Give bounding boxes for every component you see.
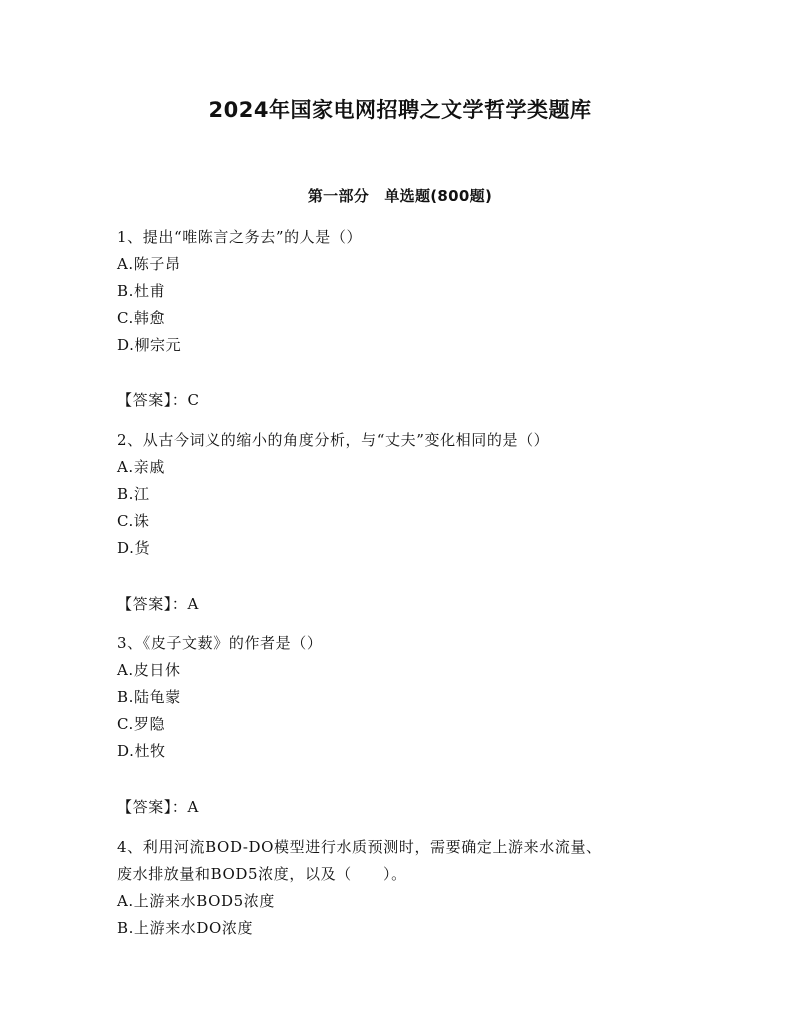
question-4-stem: 4、利用河流BOD-DO模型进行水质预测时，需要确定上游来水流量、: [117, 838, 602, 856]
question-3-option-a: A.皮日休: [117, 661, 181, 679]
section-title: 第一部分 单选题(800题): [307, 187, 493, 205]
question-1-option-a: A.陈子昂: [117, 255, 181, 273]
question-3-option-d: D.杜牧: [117, 742, 166, 760]
question-4-option-b: B.上游来水DO浓度: [117, 919, 254, 937]
document-title: 2024年国家电网招聘之文学哲学类题库: [208, 98, 592, 122]
question-3-answer: 【答案】：A: [117, 798, 199, 816]
question-3-stem: 3、《皮子文薮》的作者是（）: [117, 634, 323, 652]
question-2-option-c: C.诛: [117, 512, 150, 530]
question-3-option-c: C.罗隐: [117, 715, 166, 733]
question-3-option-b: B.陆龟蒙: [117, 688, 181, 706]
question-1-option-c: C.韩愈: [117, 309, 166, 327]
question-2-answer: 【答案】：A: [117, 595, 199, 613]
question-4-stem-continued: 废水排放量和BOD5浓度，以及（ ）。: [117, 865, 407, 883]
question-2-option-a: A.亲戚: [117, 458, 166, 476]
question-4-option-a: A.上游来水BOD5浓度: [117, 892, 275, 910]
question-1-answer: 【答案】：C: [117, 391, 200, 409]
question-2-option-b: B.江: [117, 485, 150, 503]
question-1-option-b: B.杜甫: [117, 282, 166, 300]
question-1-stem: 1、提出“唯陈言之务去”的人是（）: [117, 228, 363, 246]
question-2-option-d: D.货: [117, 539, 151, 557]
question-1-option-d: D.柳宗元: [117, 336, 182, 354]
question-2-stem: 2、从古今词义的缩小的角度分析，与“丈夫”变化相同的是（）: [117, 431, 550, 449]
